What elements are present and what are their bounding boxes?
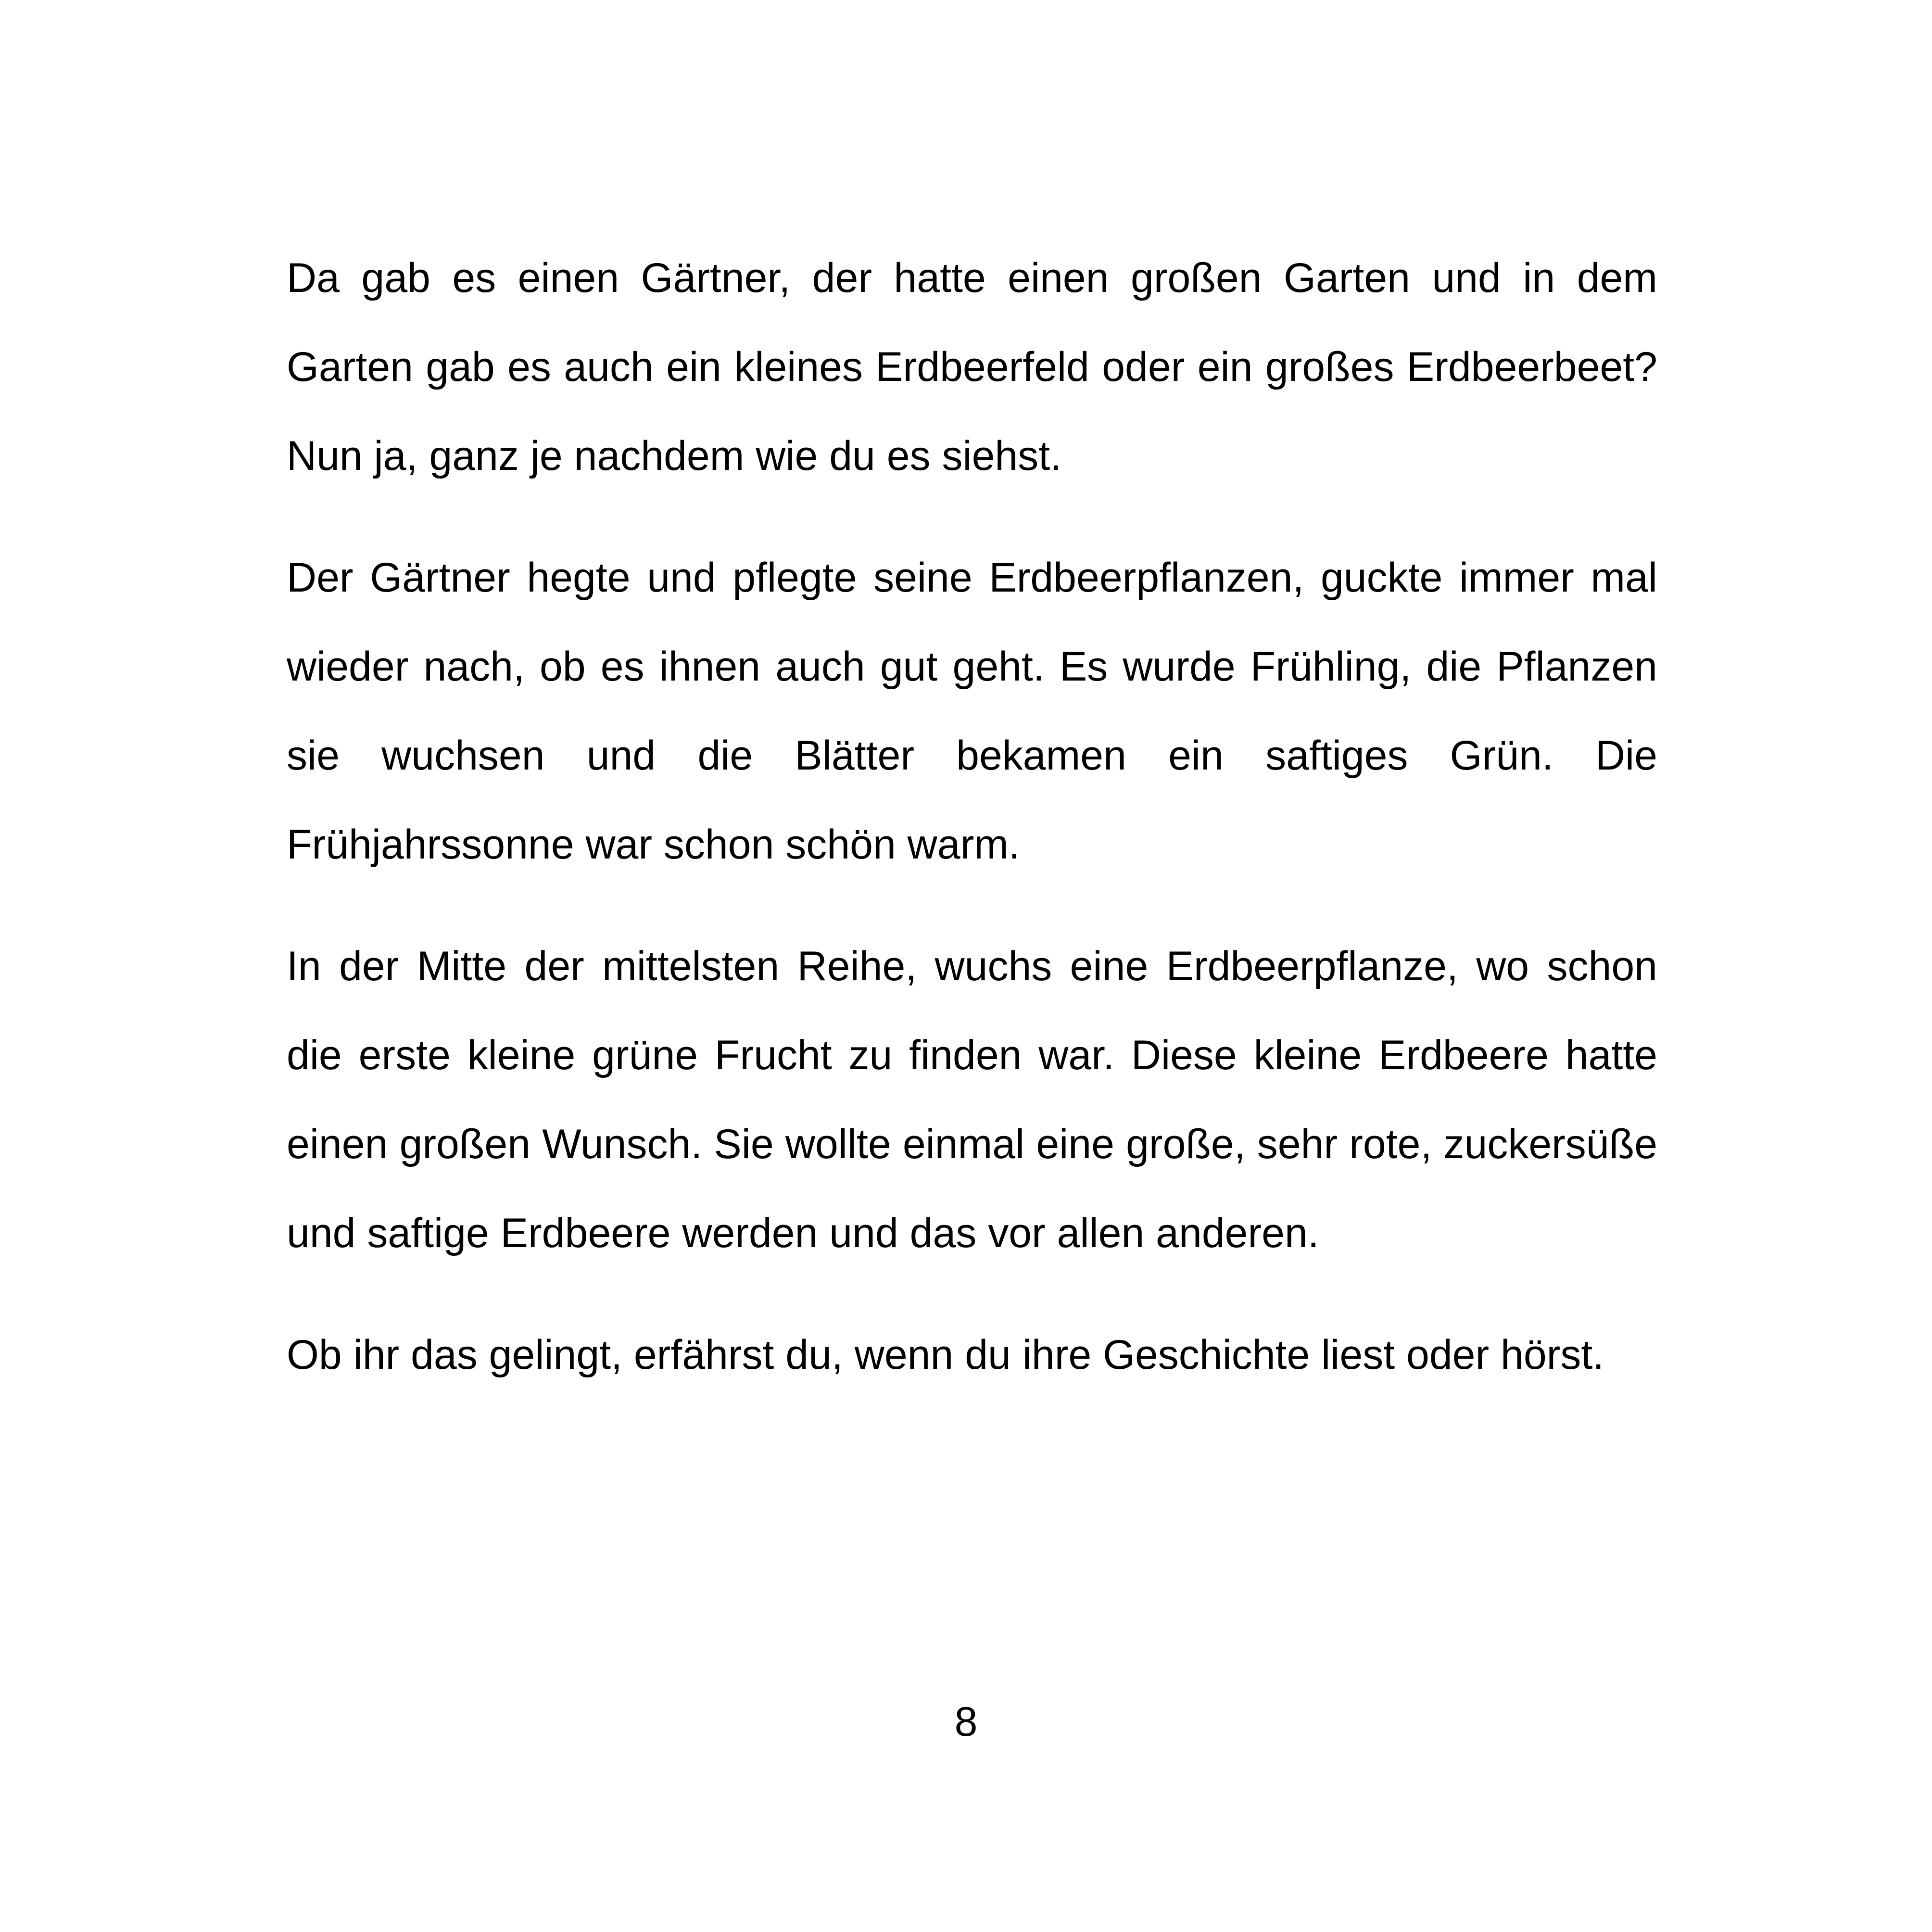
paragraph-4: Ob ihr das gelingt, erfährst du, wenn du ihre Geschichte liest oder hörst.	[287, 1332, 1604, 1378]
paragraph-1: Da gab es einen Gärtner, der hatte einen großen Garten und in dem Garten gab es auch ein kleines Erdbeerfeld oder ein großes Erdbeerbeet? Nun ja, ganz je nachdem wie du es siehst.	[287, 255, 1657, 479]
paragraph-3: In der Mitte der mittelsten Reihe, wuchs eine Erdbeerpflanze, wo schon die erste kleine grüne Frucht zu finden war. Diese kleine Erdbeere hatte einen großen Wunsch. Sie wollte einmal eine große, sehr rote, zuckersüße und saftige Erdbeere werden und das vor allen anderen.	[287, 943, 1657, 1256]
body-text	[287, 234, 1657, 1400]
page-number: 8	[954, 1699, 978, 1745]
paragraph-2: Der Gärtner hegte und pflegte seine Erdbeerpflanzen, guckte immer mal wieder nach, ob es ihnen auch gut geht. Es wurde Frühling, die Pflanzen sie wuchsen und die Blätter bekamen ein saftiges Grün. Die Frühjahrssonne war schon schön warm.	[287, 555, 1657, 868]
